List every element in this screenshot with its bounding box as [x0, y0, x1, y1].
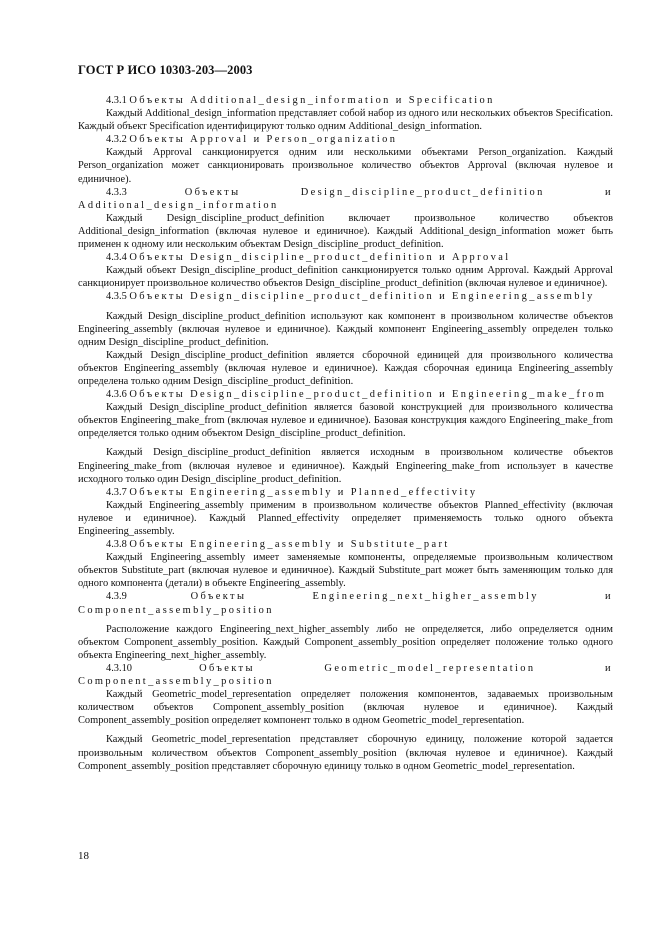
paragraph: Каждый Design_discipline_product_definition используют как компонент в произвольном количестве объектов Engineering_assembly (включая нулевое и единичное). Каждый компонент Engineering_assembly определен только одним Design_discipline_product_definition. — [78, 310, 613, 348]
section-heading — [78, 133, 613, 146]
paragraph: Каждый Design_discipline_product_definition является сборочной единицей для произвольного количества объектов Engineering_assembly (включая нулевое и единичное). Каждая сборочная единица Engineering_assembly определена только одним Design_discipline_product_definition. — [78, 349, 613, 387]
paragraph: Каждый Engineering_assembly применим в произвольном количестве объектов Planned_effectivity (включая нулевое и единичное). Каждый Planned_effectivity определяет применяемость только одного объекта Engineering_assembly. — [78, 499, 613, 537]
section-heading — [78, 590, 613, 616]
section-heading — [78, 388, 613, 401]
section-4-3-1 — [78, 94, 613, 133]
paragraph: Каждый Design_discipline_product_definition является базовой конструкцией для произвольного количества объектов Engineering_make_from (включая нулевое и единичное). Базовая конструкция каждого Engineering_make_from определяется только одним объектом Design_discipline_product_definition. — [78, 402, 613, 440]
section-heading — [78, 186, 613, 212]
section-4-3-9 — [78, 590, 613, 661]
section-title: Объекты Additional_design_information и Specification — [129, 95, 495, 106]
section-number: 4.3.9 — [106, 591, 127, 603]
paragraph: Каждый объект Design_discipline_product_definition санкционируется только одним Approval. Каждый Approval санкционирует произвольное количество объектов Design_discipline_product_definition (включая нулевое и единичное). — [78, 265, 613, 290]
paragraph: Каждый Geometric_model_representation определяет положения компонентов, задаваемых произвольным количеством объектов Component_assembly_position (включая нулевое и единичное). Каждый Component_assembly_position определяет компонент только в одном Geometric_model_representation. — [78, 689, 613, 727]
section-number: 4.3.6 — [106, 389, 127, 401]
section-4-3-7 — [78, 486, 613, 538]
section-heading — [78, 486, 613, 499]
section-title: Объекты Engineering_next_higher_assembly и Component_assembly_position — [78, 591, 613, 616]
section-4-3-3 — [78, 186, 613, 251]
paragraph: Каждый Geometric_model_representation представляет сборочную единицу, положение которой задается произвольным количеством объектов Component_assembly_position (включая нулевое и единичное). Каждый Component_assembly_position представляет сборочную единицу только в одном Geometric_model_representation. — [78, 734, 613, 772]
section-title: Объекты Engineering_assembly и Substitute_part — [129, 539, 450, 551]
section-title: Объекты Engineering_assembly и Planned_effectivity — [129, 486, 478, 498]
section-title: Объекты Design_discipline_product_definition и Engineering_assembly — [129, 291, 595, 303]
section-number: 4.3.10 — [106, 662, 132, 674]
paragraph: Каждый Approval санкционируется одним или несколькими объектами Person_organization. Каждый Person_organization может санкционировать произвольное количество объектов Approval (включая нулевое и единичное). — [78, 147, 613, 185]
paragraph: Каждый Engineering_assembly имеет заменяемые компоненты, определяемые произвольным количеством объектов Substitute_part (включая нулевое и единичное). Каждый Substitute_part может быть заменяющим только для одного компонента (детали) в объекте Engineering_assembly. — [78, 552, 613, 590]
page-number: 18 — [78, 850, 89, 862]
section-4-3-6 — [78, 388, 613, 486]
document-header: ГОСТ Р ИСО 10303-203—2003 — [78, 63, 253, 77]
section-number: 4.3.4 — [106, 252, 127, 264]
document-body — [78, 94, 613, 773]
section-title: Объекты Approval и Person_organization — [129, 134, 398, 146]
section-number: 4.3.1 — [106, 95, 127, 106]
paragraph: Каждый Design_discipline_product_definition включает произвольное количество объектов Additional_design_information (включая нулевое и единичное). Каждый Additional_design_information может быть применен к одному или нескольким объектам Design_discipline_product_definition. — [78, 212, 613, 251]
section-heading — [78, 290, 613, 303]
section-4-3-8 — [78, 538, 613, 590]
section-4-3-10 — [78, 662, 613, 773]
section-number: 4.3.3 — [106, 186, 127, 198]
section-title: Объекты Design_discipline_product_definition и Approval — [129, 252, 511, 264]
paragraph: Каждый Additional_design_information представляет собой набор из одного или нескольких объектов Specification. Каждый объект Specification идентифицируют только одним Additional_design_information. — [78, 108, 613, 133]
section-number: 4.3.5 — [106, 291, 127, 303]
section-4-3-5 — [78, 290, 613, 388]
section-heading — [78, 538, 613, 551]
section-4-3-4 — [78, 251, 613, 290]
section-heading — [78, 662, 613, 688]
paragraph: Расположение каждого Engineering_next_higher_assembly либо не определяется, либо определяется одним объектом Component_assembly_position. Каждый Component_assembly_position определяет положение только одного объекта Engineering_next_higher_assembly. — [78, 623, 613, 661]
section-title: Объекты Geometric_model_representation и Component_assembly_position — [78, 662, 613, 688]
section-heading — [78, 251, 613, 264]
section-title: Объекты Design_discipline_product_definition и Additional_design_information — [78, 186, 613, 211]
section-title: Объекты Design_discipline_product_definition и Engineering_make_from — [129, 389, 607, 401]
section-4-3-2 — [78, 133, 613, 185]
section-heading — [78, 94, 613, 107]
section-number: 4.3.8 — [106, 539, 127, 551]
paragraph: Каждый Design_discipline_product_definition является исходным в произвольном количестве объектов Engineering_make_from (включая нулевое и единичное). Каждый Engineering_make_from использует в качестве исходного только один Design_discipline_product_definition. — [78, 447, 613, 485]
section-number: 4.3.7 — [106, 486, 127, 498]
section-number: 4.3.2 — [106, 134, 127, 146]
